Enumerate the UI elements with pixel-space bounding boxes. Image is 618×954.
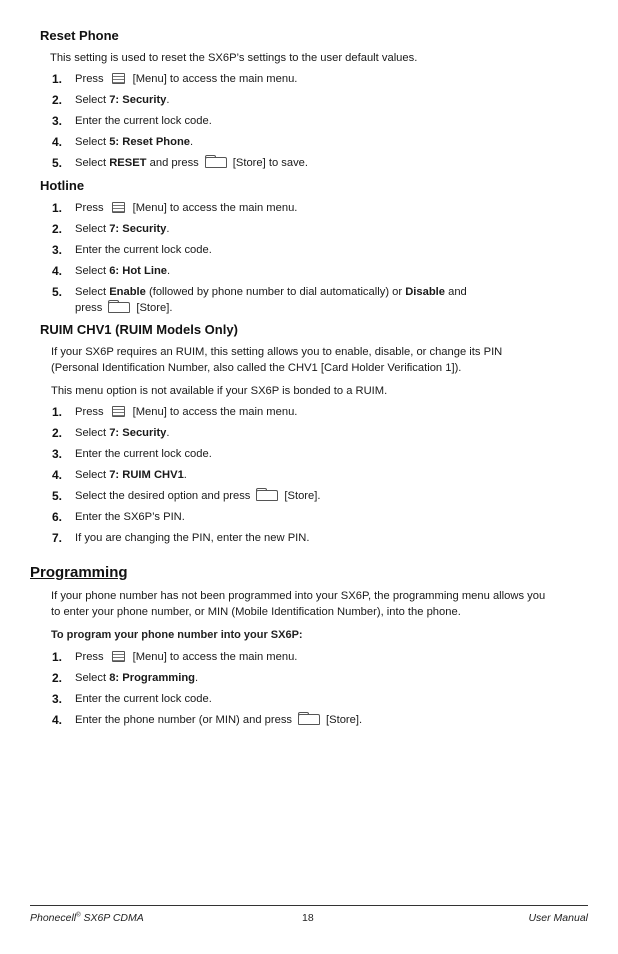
list-item: 4. Enter the phone number (or MIN) and press [Store]. xyxy=(52,713,363,727)
menu-key-icon xyxy=(112,73,125,84)
list-item: 3. Enter the current lock code. xyxy=(52,114,212,128)
list-item: 3. Enter the current lock code. xyxy=(52,692,212,706)
programming-subhead: To program your phone number into your SX6P: xyxy=(51,629,303,641)
list-item: 1. Press [Menu] to access the main menu. xyxy=(52,405,298,419)
list-item: 5. Select RESET and press [Store] to save. xyxy=(52,156,309,170)
store-key-icon xyxy=(205,157,227,168)
footer-doc-title: User Manual xyxy=(528,912,588,924)
programming-heading: Programming xyxy=(30,564,128,581)
list-item: 4. Select 7: RUIM CHV1. xyxy=(52,468,187,482)
list-item: 2. Select 7: Security. xyxy=(52,222,170,236)
reset-phone-heading: Reset Phone xyxy=(40,28,119,43)
list-item: 5. Select the desired option and press [Store]. xyxy=(52,489,321,503)
hotline-heading: Hotline xyxy=(40,178,85,193)
reset-phone-intro: This setting is used to reset the SX6P’s settings to the user default values. xyxy=(50,52,418,64)
list-item: 4. Select 6: Hot Line. xyxy=(52,264,171,278)
list-item: 2. Select 7: Security. xyxy=(52,426,170,440)
list-item: 2. Select 7: Security. xyxy=(52,93,170,107)
ruim-intro: If your SX6P requires an RUIM, this setting allows you to enable, disable, or change its PIN (Personal Identification Number, also called the CHV1 [Card Holder Verification 1]). xyxy=(51,346,503,374)
reset-phone-steps xyxy=(52,71,572,176)
store-key-icon xyxy=(256,490,278,501)
list-item: 3. Enter the current lock code. xyxy=(52,447,212,461)
list-item: 7. If you are changing the PIN, enter the new PIN. xyxy=(52,531,310,545)
footer-divider xyxy=(30,905,588,906)
programming-intro: If your phone number has not been programmed into your SX6P, the programming menu allows you to enter your phone number, or MIN (Mobile Identification Number), into the phone. xyxy=(51,590,546,618)
menu-key-icon xyxy=(112,202,125,213)
list-item: 1. Press [Menu] to access the main menu. xyxy=(52,650,298,664)
menu-key-icon xyxy=(112,406,125,417)
list-item: 4. Select 5: Reset Phone. xyxy=(52,135,194,149)
page-number: 18 xyxy=(302,912,314,924)
menu-key-icon xyxy=(112,651,125,662)
list-item: 6. Enter the SX6P’s PIN. xyxy=(52,510,185,524)
hotline-steps xyxy=(52,200,572,322)
ruim-note: This menu option is not available if your SX6P is bonded to a RUIM. xyxy=(51,385,388,397)
list-item: 5. Select Enable (followed by phone number to dial automatically) or Disable and press [Store]. xyxy=(52,285,467,314)
list-item: 3. Enter the current lock code. xyxy=(52,243,212,257)
list-item: 1. Press [Menu] to access the main menu. xyxy=(52,201,298,215)
footer-product: Phonecell® SX6P CDMA xyxy=(30,912,144,924)
ruim-heading: RUIM CHV1 (RUIM Models Only) xyxy=(40,322,238,337)
ruim-steps xyxy=(52,404,572,551)
programming-steps xyxy=(52,649,572,733)
list-item: 1. Press [Menu] to access the main menu. xyxy=(52,72,298,86)
store-key-icon xyxy=(108,302,130,313)
list-item: 2. Select 8: Programming. xyxy=(52,671,199,685)
store-key-icon xyxy=(298,714,320,725)
